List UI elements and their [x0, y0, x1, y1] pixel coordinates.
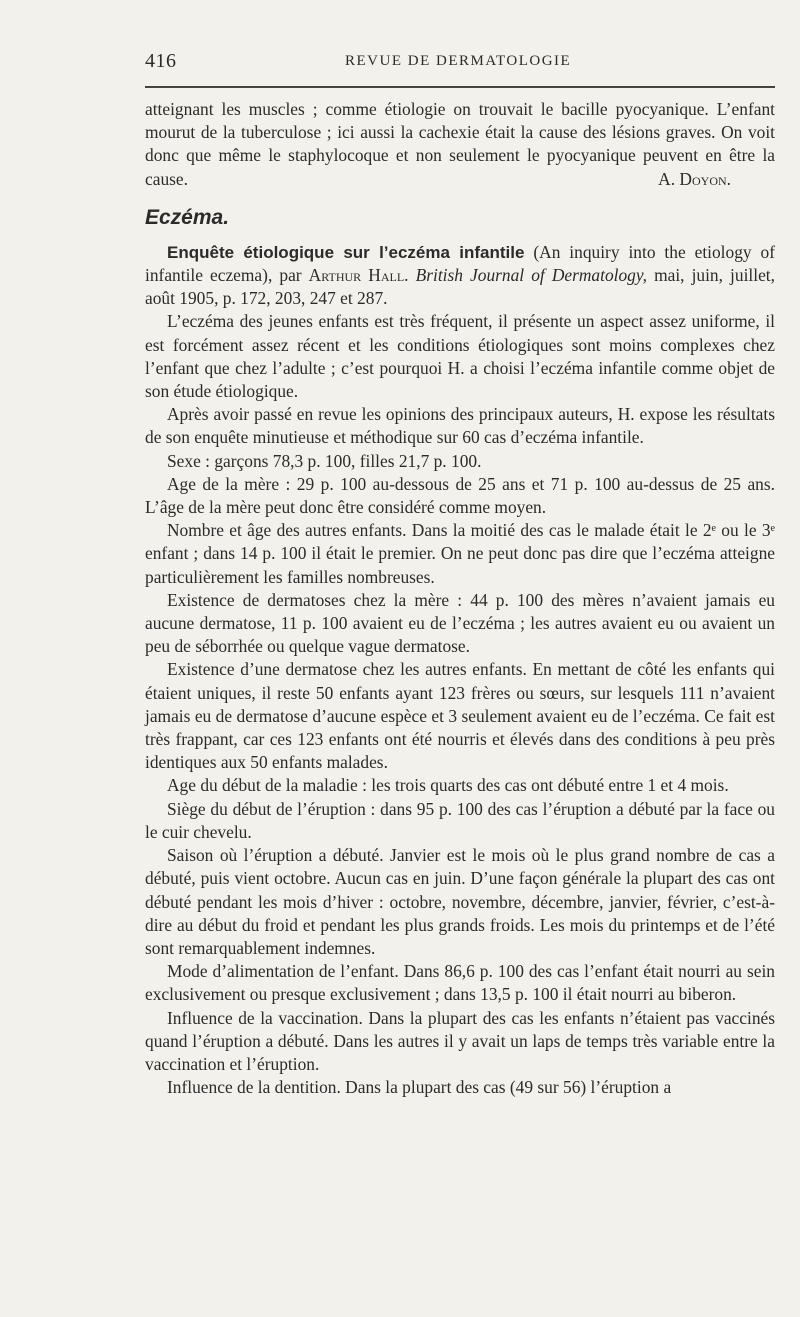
body-paragraph: L’eczéma des jeunes enfants est très fréquent, il présente un aspect assez uniforme, il est forcément assez récent et les conditions étiologiques sont moins complexes chez l’enfant que chez l’adulte ; c’est pourquoi H. a choisi l’eczéma infantile comme objet de son étude étiologique.: [145, 311, 775, 402]
intro-text: atteignant les muscles ; comme étiologie on trouvait le bacille pyocyanique. L’enfant mourut de la tuberculose ; ici aussi la cachexie était la cause des lésions graves. On voit donc que même le staphylocoque et non seulement le pyocyanique peuvent en être la cause.: [145, 99, 775, 189]
body-paragraph: Existence de dermatoses chez la mère : 44 p. 100 des mères n’avaient jamais eu aucune dermatose, 11 p. 100 avaient eu de l’eczéma ; les autres avaient eu ou avaient un peu de séborrhée ou quelque vague dermatose.: [145, 589, 775, 657]
article-title: Enquête étiologique sur l’eczéma infantile: [167, 242, 525, 262]
body-paragraph: Nombre et âge des autres enfants. Dans la moitié des cas le malade était le 2ᵉ ou le 3ᵉ enfant ; dans 14 p. 100 il était le premier. On ne peut donc pas dire que l’eczéma atteigne particulièrement les familles nombreuses.: [145, 520, 775, 587]
body-paragraph: Age de la mère : 29 p. 100 au-dessous de 25 ans et 71 p. 100 au-dessus de 25 ans. L’âge de la mère peut donc être considéré comme moyen.: [145, 473, 775, 518]
article-ref-rest: mai, juin, juillet, août 1905, p. 172, 203, 247 et 287.: [145, 265, 775, 309]
article-ref-sep: .: [404, 265, 416, 286]
page-body: [145, 98, 775, 1099]
article-ref-intro: (An inquiry into the etiology of infantile eczema), par: [145, 241, 776, 286]
body-paragraph: Sexe : garçons 78,3 p. 100, filles 21,7 p. 100.: [167, 450, 482, 471]
body-paragraph: Après avoir passé en revue les opinions des principaux auteurs, H. expose les résultats de son enquête minutieuse et méthodique sur 60 cas d’eczéma infantile.: [145, 404, 775, 448]
signature: A. Doyon.: [658, 168, 731, 189]
body-paragraph: Siège du début de l’éruption : dans 95 p. 100 des cas l’éruption a débuté par la face ou le cuir chevelu.: [145, 798, 775, 842]
body-paragraph: Mode d’alimentation de l’enfant. Dans 86,6 p. 100 des cas l’enfant était nourri au sein exclusivement ou presque exclusivement ; dans 13,5 p. 100 il était nourri au biberon.: [145, 961, 775, 1005]
header-rule: [145, 86, 775, 88]
article-author: Arthur Hall: [308, 265, 405, 286]
article-reference: [145, 241, 775, 311]
body-paragraph: Influence de la dentition. Dans la plupart des cas (49 sur 56) l’éruption a: [167, 1077, 672, 1098]
body-paragraph: Influence de la vaccination. Dans la plupart des cas les enfants n’étaient pas vaccinés quand l’éruption a débuté. Dans les autres il y avait un laps de temps très variable entre la vaccination et l’éruption.: [145, 1007, 775, 1074]
page-number: 416: [145, 50, 177, 72]
body-paragraph: Saison où l’éruption a débuté. Janvier est le mois où le plus grand nombre de cas a débuté, puis vient octobre. Aucun cas en juin. D’une façon générale la plupart des cas ont débuté pendant les mois d’hiver : octobre, novembre, décembre, janvier, février, c’est-à-dire au début du froid et pendant les plus grands froids. Les mois du printemps et de l’été sont remarquablement indemnes.: [145, 845, 775, 958]
section-heading: Eczéma.: [145, 205, 230, 229]
article-journal: British Journal of Dermatology,: [415, 265, 647, 286]
running-title: REVUE DE DERMATOLOGIE: [345, 53, 572, 69]
page-header: [145, 50, 775, 80]
intro-paragraph: [145, 98, 775, 191]
body-paragraph: Age du début de la maladie : les trois quarts des cas ont débuté entre 1 et 4 mois.: [167, 775, 729, 796]
body-paragraph: Existence d’une dermatose chez les autres enfants. En mettant de côté les enfants qui étaient uniques, il reste 50 enfants ayant 123 frères ou sœurs, sur lesquels 111 n’avaient jamais eu de dermatose d’aucune espèce et 3 seulement avaient eu de l’eczéma. Ce fait est très frappant, car ces 123 enfants ont été nourris et élevés dans des conditions à peu près identiques aux 50 enfants malades.: [145, 659, 775, 773]
